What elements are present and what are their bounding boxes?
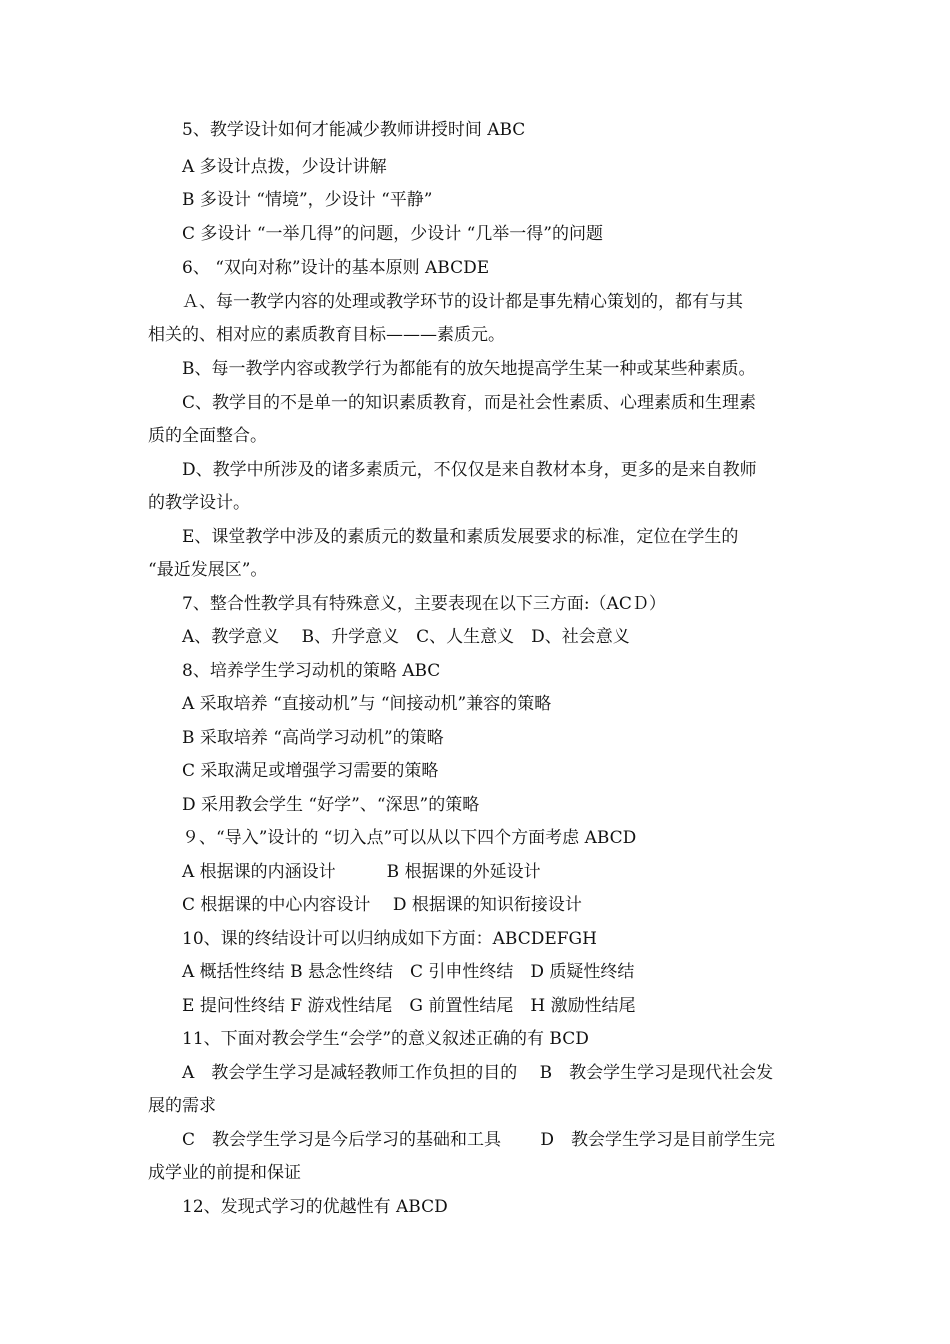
q5-option-b: B 多设计 “情境”，少设计 “平静” (182, 190, 433, 210)
q11-options-ab-line1: A 教会学生学习是减轻教师工作负担的目的 B 教会学生学习是现代社会发 (182, 1063, 774, 1083)
q10-options-e-h: E 提问性终结 F 游戏性结尾 G 前置性结尾 H 激励性结尾 (182, 996, 636, 1016)
q5-option-c: C 多设计 “一举几得”的问题，少设计 “几举一得”的问题 (182, 224, 603, 244)
q8-title: 8、培养学生学习动机的策略 ABC (182, 661, 441, 681)
q6-option-c-line1: C、教学目的不是单一的知识素质教育，而是社会性素质、心理素质和生理素 (182, 393, 757, 413)
q11-options-cd-line1: C 教会学生学习是今后学习的基础和工具 D 教会学生学习是目前学生完 (182, 1130, 776, 1150)
q6-option-a-line1: Ａ、每一教学内容的处理或教学环节的设计都是事先精心策划的，都有与其 (182, 292, 743, 312)
q12-title: 12、发现式学习的优越性有 ABCD (182, 1197, 448, 1217)
q5-option-a: A 多设计点拨，少设计讲解 (182, 157, 387, 177)
q6-title: 6、 “双向对称”设计的基本原则 ABCDE (182, 258, 490, 278)
q8-option-d: D 采用教会学生 “好学”、“深思”的策略 (182, 795, 480, 815)
q6-option-e-line2: “最近发展区”。 (148, 560, 268, 580)
q6-option-b: B、每一教学内容或教学行为都能有的放矢地提高学生某一种或某些种素质。 (182, 359, 756, 379)
q6-option-d-line1: D、教学中所涉及的诸多素质元，不仅仅是来自教材本身，更多的是来自教师 (182, 460, 757, 480)
q5-title: 5、教学设计如何才能减少教师讲授时间 ABC (182, 120, 526, 140)
q7-title: 7、整合性教学具有特殊意义，主要表现在以下三方面:（ACＤ） (182, 594, 666, 614)
q8-option-b: B 采取培养 “高尚学习动机”的策略 (182, 728, 444, 748)
q11-options-cd-line2: 成学业的前提和保证 (148, 1163, 301, 1183)
q6-option-a-line2: 相关的、相对应的素质教育目标———素质元。 (148, 325, 505, 345)
q11-title: 11、下面对教会学生“会学”的意义叙述正确的有 BCD (182, 1029, 589, 1049)
q9-options-cd: C 根据课的中心内容设计 D 根据课的知识衔接设计 (182, 895, 582, 915)
q10-options-a-d: A 概括性终结 B 悬念性终结 C 引申性终结 D 质疑性终结 (182, 962, 635, 982)
q8-option-c: C 采取满足或增强学习需要的策略 (182, 761, 439, 781)
q9-options-ab: A 根据课的内涵设计 B 根据课的外延设计 (182, 862, 541, 882)
q9-title: ９、“导入”设计的 “切入点”可以从以下四个方面考虑 ABCD (182, 828, 637, 848)
q7-options: A、教学意义 B、升学意义 C、人生意义 D、社会意义 (182, 627, 630, 647)
q10-title: 10、课的终结设计可以归纳成如下方面：ABCDEFGH (182, 929, 597, 949)
q6-option-d-line2: 的教学设计。 (148, 493, 250, 513)
q6-option-c-line2: 质的全面整合。 (148, 426, 267, 446)
q11-options-ab-line2: 展的需求 (148, 1096, 216, 1116)
q8-option-a: A 采取培养 “直接动机”与 “间接动机”兼容的策略 (182, 694, 552, 714)
q6-option-e-line1: E、课堂教学中涉及的素质元的数量和素质发展要求的标准，定位在学生的 (182, 527, 739, 547)
